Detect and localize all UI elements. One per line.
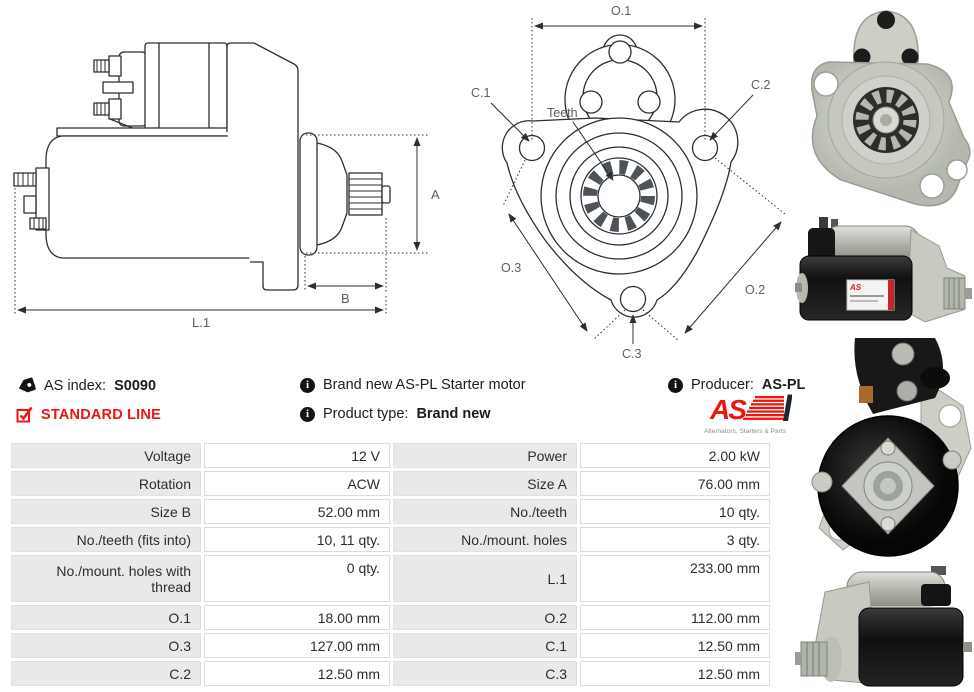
checkbox-checked-icon [16, 406, 33, 423]
teeth-label: Teeth [547, 106, 578, 120]
standard-line-badge: STANDARD LINE [41, 406, 161, 423]
product-type-value: Brand new [416, 406, 491, 422]
spec-value: 3 qty. [580, 527, 770, 552]
svg-text:AS: AS [850, 283, 862, 292]
tag-icon [16, 377, 36, 394]
solenoid-body [145, 43, 227, 132]
side-view-diagram [0, 0, 452, 362]
dimension-label-c1: C.1 [471, 86, 491, 100]
spec-row [11, 555, 770, 602]
spec-value: 12.50 mm [204, 661, 390, 686]
spec-label: O.3 [11, 633, 201, 658]
as-index-row [16, 377, 156, 394]
spec-label: Voltage [11, 443, 201, 468]
dimension-label-o3: O.3 [501, 261, 522, 275]
spec-label: No./teeth (fits into) [11, 527, 201, 552]
spec-label: Power [393, 443, 577, 468]
info-icon: i [668, 378, 683, 393]
product-description: Brand new AS-PL Starter motor [323, 377, 526, 393]
spec-label: Size B [11, 499, 201, 524]
dimension-label-c3: C.3 [622, 347, 642, 361]
dimension-label-o1: O.1 [611, 4, 632, 18]
spec-value: 2.00 kW [580, 443, 770, 468]
front-view-diagram [445, 0, 800, 365]
spec-label: No./mount. holes [393, 527, 577, 552]
info-icon: i [300, 378, 315, 393]
producer-value: AS-PL [761, 377, 806, 393]
spec-label: No./mount. holes with thread [11, 555, 201, 602]
spec-label: No./teeth [393, 499, 577, 524]
spec-value: 76.00 mm [580, 471, 770, 496]
spec-value: 18.00 mm [204, 605, 390, 630]
product-photo-side-right [795, 216, 974, 337]
spec-row [11, 443, 770, 468]
product-photo-front-view [799, 4, 973, 217]
spec-value: 233.00 mm [580, 555, 770, 602]
product-photo-side-left [795, 562, 974, 692]
logo-text: AS [710, 394, 745, 425]
spec-row [11, 633, 770, 658]
dimension-label-l1: L.1 [192, 315, 211, 330]
spec-value: 12 V [204, 443, 390, 468]
spec-value: 12.50 mm [580, 633, 770, 658]
spec-label: C.1 [393, 633, 577, 658]
product-type-row [300, 406, 491, 422]
spec-value: ACW [204, 471, 390, 496]
motor-body [46, 136, 250, 258]
as-pl-logo [698, 393, 792, 439]
spec-label: Size A [393, 471, 577, 496]
spec-row [11, 527, 770, 552]
spec-label: O.1 [11, 605, 201, 630]
description-row [300, 377, 526, 393]
mount-hole-c3 [621, 287, 646, 312]
spec-row [11, 471, 770, 496]
logo-tagline: Alternators, Starters & Parts [703, 428, 787, 435]
standard-line-row [16, 406, 161, 423]
spec-row [11, 661, 770, 686]
product-type-label: Product type: [323, 406, 409, 422]
dimension-label-b: B [341, 291, 350, 306]
spec-value: 10 qty. [580, 499, 770, 524]
spec-label: C.3 [393, 661, 577, 686]
spec-row [11, 499, 770, 524]
spec-value: 12.50 mm [580, 661, 770, 686]
product-photo-rear-view [803, 336, 974, 563]
producer-label: Producer: [691, 377, 754, 393]
as-index-value: S0090 [114, 377, 157, 394]
spec-label: O.2 [393, 605, 577, 630]
dimension-label-a: A [431, 187, 440, 202]
spec-label: C.2 [11, 661, 201, 686]
producer-row [668, 377, 805, 393]
as-index-label: AS index: [44, 377, 107, 394]
spec-value: 10, 11 qty. [204, 527, 390, 552]
spec-label: Rotation [11, 471, 201, 496]
spec-table [8, 440, 773, 689]
spec-value: 112.00 mm [580, 605, 770, 630]
spec-value: 127.00 mm [204, 633, 390, 658]
info-icon: i [300, 407, 315, 422]
spec-value: 0 qty. [204, 555, 390, 602]
spec-label: L.1 [393, 555, 577, 602]
dimension-label-c2: C.2 [751, 78, 771, 92]
dimension-label-o2: O.2 [745, 283, 766, 297]
spec-value: 52.00 mm [204, 499, 390, 524]
spec-row [11, 605, 770, 630]
